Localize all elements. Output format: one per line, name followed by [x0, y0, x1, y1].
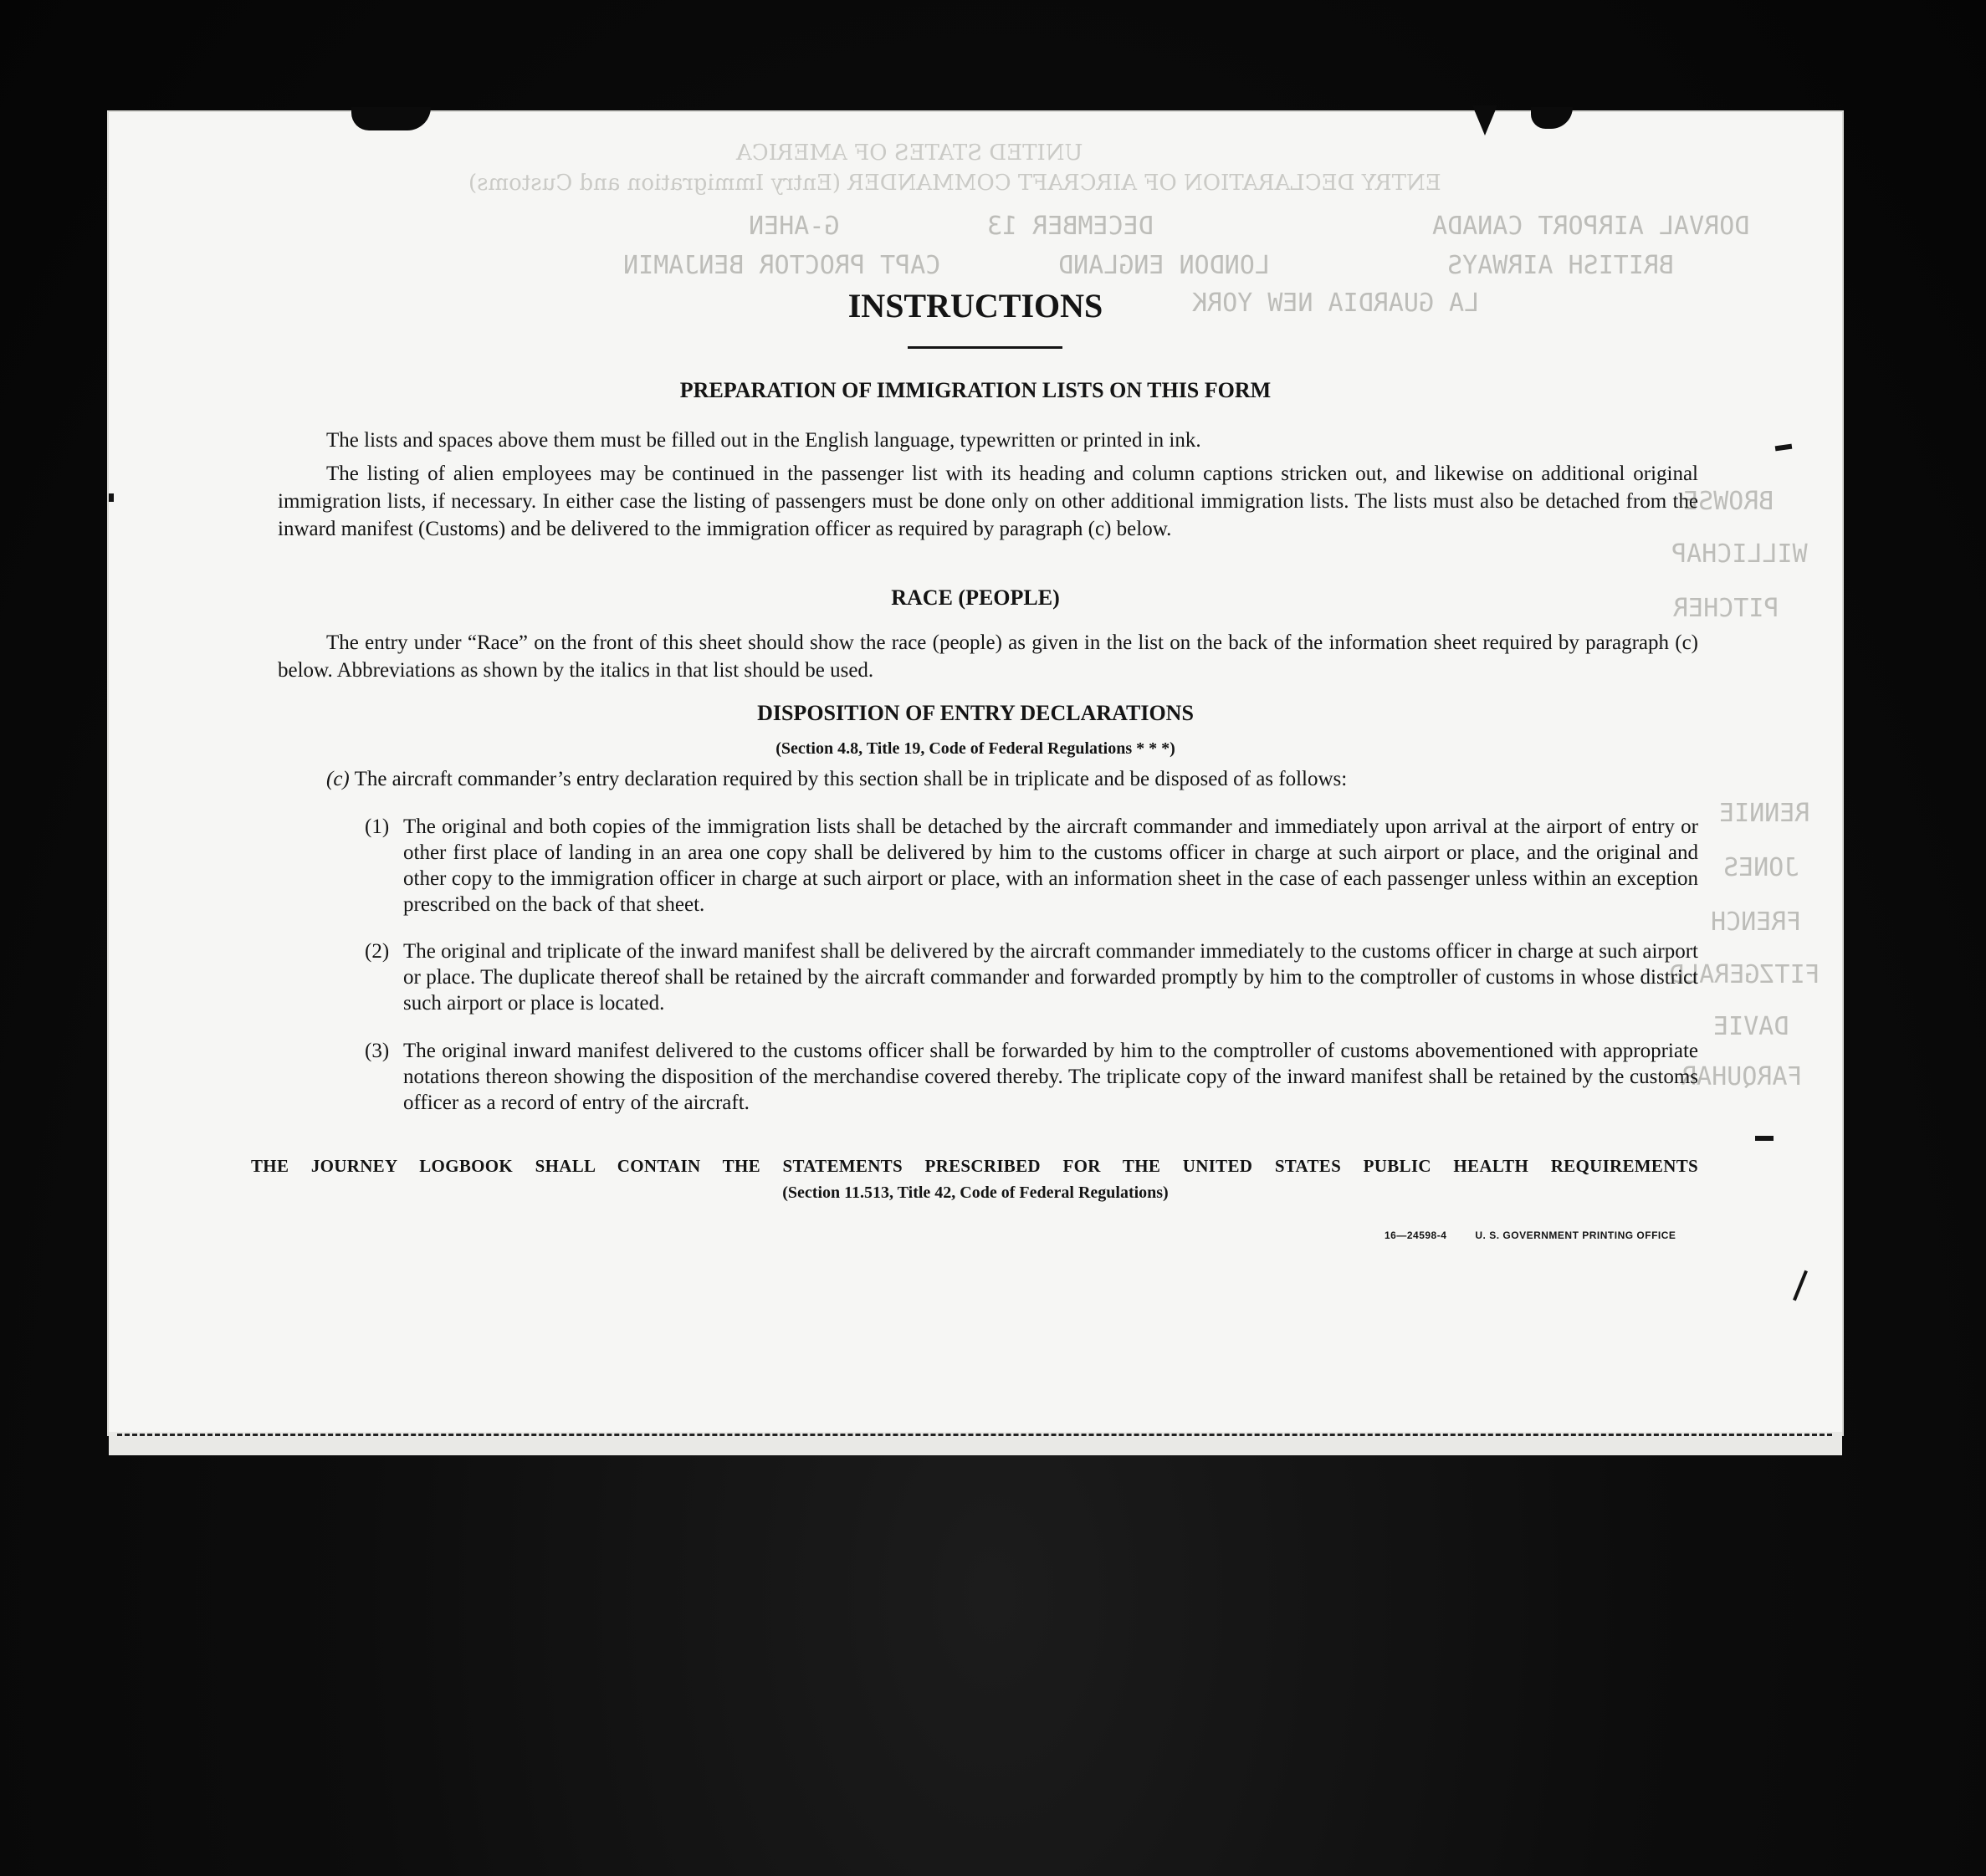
bleed-through-text: PITCHER	[1673, 594, 1779, 623]
paragraph-text: The aircraft commander’s entry declaration required by this section shall be in triplicate and be disposed of as follows:	[354, 768, 1348, 790]
paragraph-c	[326, 765, 1698, 793]
section-citation: (Section 4.8, Title 19, Code of Federal Regulations * * *)	[775, 739, 1175, 758]
ink-mark	[1755, 1136, 1774, 1141]
section-heading-disposition: DISPOSITION OF ENTRY DECLARATIONS	[757, 701, 1194, 725]
bleed-through-text: BRITISH AIRWAYS	[1447, 251, 1674, 280]
title-underline	[908, 346, 1062, 349]
bleed-through-text: FRENCH	[1711, 907, 1802, 937]
item-number: (2)	[365, 940, 390, 963]
bleed-through-text: RENNIE	[1719, 799, 1810, 828]
bleed-through-text: G-AHEN	[749, 212, 840, 241]
item-number: (3)	[365, 1040, 390, 1062]
ink-mark	[109, 493, 114, 502]
list-item	[365, 938, 1698, 1016]
public-health-citation: (Section 11.513, Title 42, Code of Federal Regulations)	[782, 1183, 1169, 1202]
bleed-through-text: DAVIE	[1713, 1012, 1789, 1041]
bleed-through-text: BROWSE	[1683, 487, 1774, 516]
public-health-statement: THE JOURNEY LOGBOOK SHALL CONTAIN THE STATEMENTS PRESCRIBED FOR THE UNITED STATES PUBLIC HEALTH REQUIREMENTS	[251, 1156, 1698, 1176]
bleed-through-text: WILLICHAP	[1671, 539, 1808, 569]
bleed-through-text: UNITED STATES OF AMERICA	[736, 141, 1083, 166]
paragraph: The lists and spaces above them must be filled out in the English language, typewritten or printed in ink.	[326, 429, 1201, 452]
printer-imprint	[1385, 1229, 1676, 1241]
section-heading-race: RACE (PEOPLE)	[891, 585, 1060, 610]
bleed-through-text: DORVAL AIRPORT CANADA	[1432, 212, 1750, 241]
item-text: The original and both copies of the immigration lists shall be detached by the aircraft commander and immediately upon arrival at the airport of entry or other first place of landing in an area one copy shall be delivered by him to the customs officer in charge at such airport or place, and the original and other copy to the immigration officer in charge at such airport or place, with an information sheet in the case of each passenger unless within an exception prescribed on the back of that sheet.	[403, 815, 1698, 916]
section-heading-preparation: PREPARATION OF IMMIGRATION LISTS ON THIS FORM	[679, 378, 1272, 402]
ink-mark	[1775, 444, 1793, 452]
printer-name: U. S. GOVERNMENT PRINTING OFFICE	[1475, 1229, 1676, 1241]
bleed-through-text: DECEMBER 13	[987, 212, 1154, 241]
item-text: The original and triplicate of the inward manifest shall be delivered by the aircraft commander immediately to the customs officer in charge at such airport or place. The duplicate thereof shall be retained by the aircraft commander and forwarded promptly by him to the comptroller of customs in whose district such airport or place is located.	[403, 940, 1698, 1015]
paragraph-label: (c)	[326, 768, 350, 790]
form-number: 16—24598-4	[1385, 1229, 1447, 1241]
bleed-through-text: JONES	[1723, 853, 1799, 882]
bleed-through-text: ENTRY DECLARATION OF AIRCRAFT COMMANDER (Entry Immigration and Customs)	[468, 171, 1441, 196]
list-item	[365, 1038, 1698, 1116]
bleed-through-text: CAPT PROCTOR BENJAMIN	[623, 251, 941, 280]
page-title: INSTRUCTIONS	[847, 287, 1103, 325]
bleed-through-text: FITZGERALD	[1669, 960, 1820, 989]
paragraph: The entry under “Race” on the front of this sheet should show the race (people) as given in the list on the back of the information sheet required by paragraph (c) below. Abbreviations as shown by the italics in that list should be used.	[278, 631, 1698, 682]
list-item	[365, 814, 1698, 918]
ink-mark	[1793, 1270, 1808, 1301]
item-number: (1)	[365, 815, 390, 838]
bleed-through-text: FARQUHAR	[1681, 1062, 1803, 1091]
bleed-through-text: LONDON ENGLAND	[1058, 251, 1270, 280]
bleed-through-text: LA GUARDIA NEW YORK	[1192, 289, 1480, 318]
paragraph: The listing of alien employees may be continued in the passenger list with its heading and column captions stricken out, and likewise on additional original immigration lists, if necessary. In either case the listing of passengers must be done only on other additional immigration lists. The lists must also be detached from the inward manifest (Customs) and be delivered to the immigration officer as required by paragraph (c) below.	[278, 463, 1698, 540]
item-text: The original inward manifest delivered to the customs officer shall be forwarded by him to the comptroller of customs abovementioned with appropriate notations thereon showing the disposition of the merchandise covered thereby. The triplicate copy of the inward manifest shall be retained by the customs officer as a record of entry of the aircraft.	[403, 1040, 1698, 1114]
